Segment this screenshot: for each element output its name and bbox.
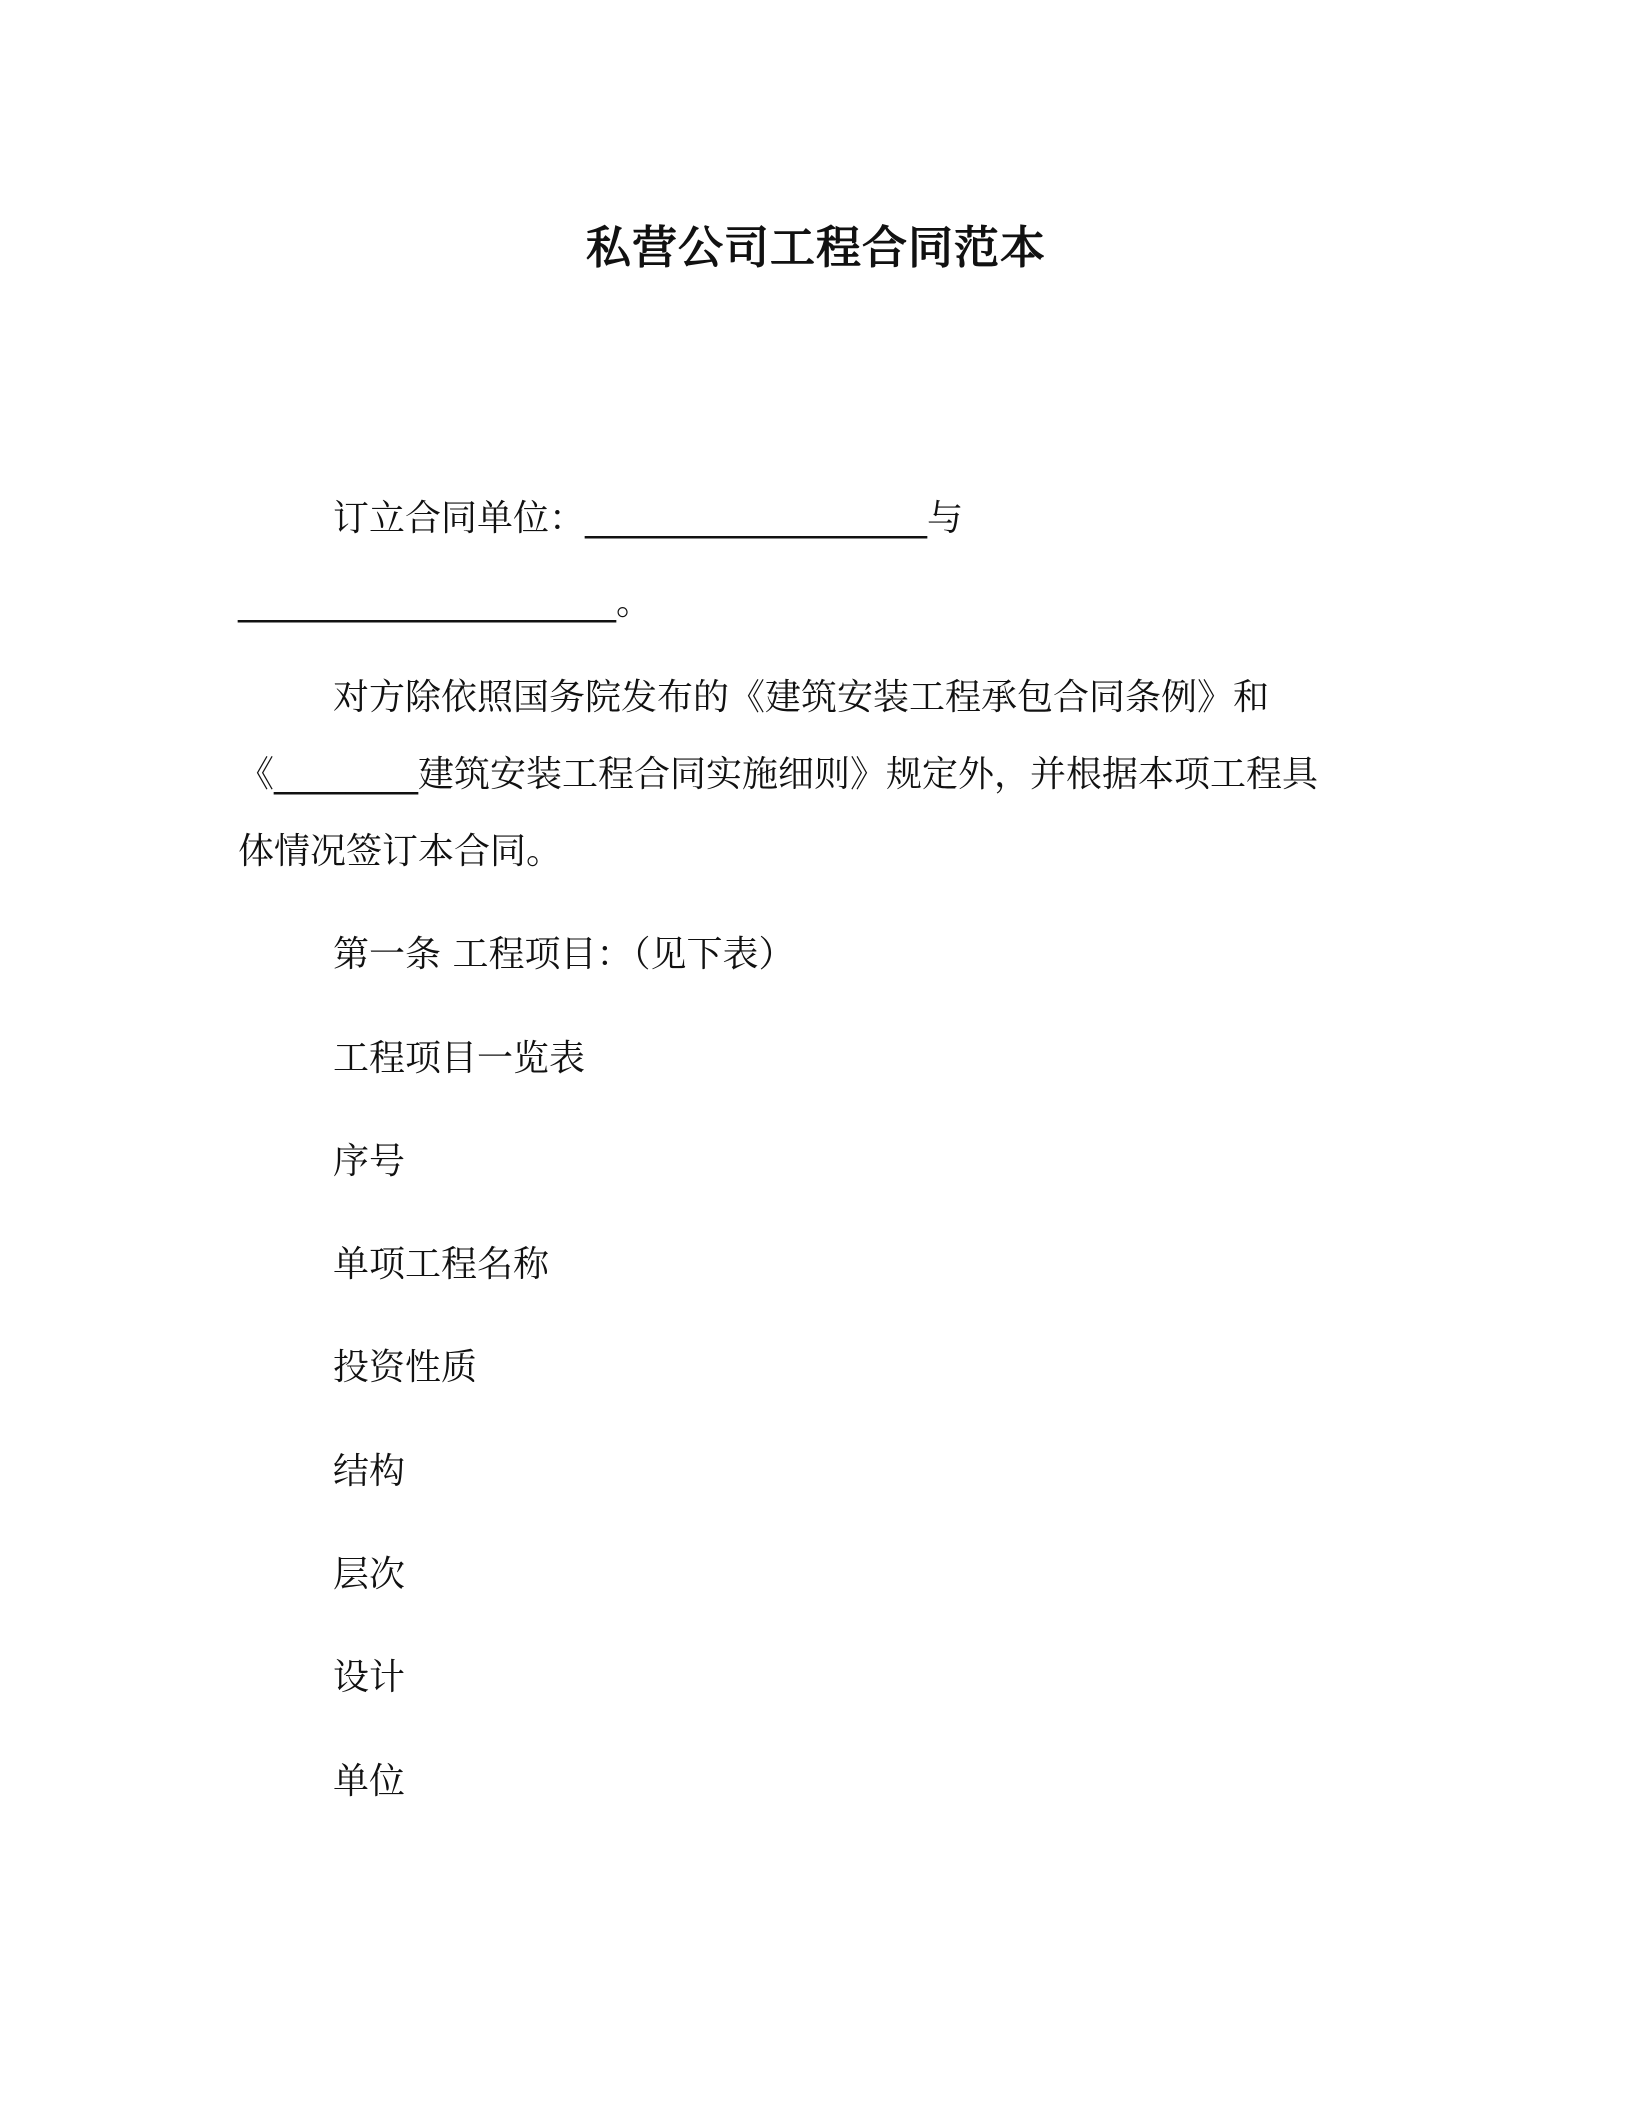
table-header-investment-type: 投资性质	[333, 1347, 478, 1388]
contract-parties-line-1: 订立合同单位：___________________与	[333, 498, 964, 539]
table-header-project-name: 单项工程名称	[333, 1244, 550, 1285]
intro-paragraph-line-1: 对方除依照国务院发布的《建筑安装工程承包合同条例》和	[333, 677, 1270, 718]
table-header-floors: 层次	[333, 1554, 406, 1595]
article-1-heading: 第一条 工程项目：（见下表）	[333, 934, 795, 975]
table-header-structure: 结构	[333, 1451, 406, 1492]
table-title: 工程项目一览表	[333, 1038, 586, 1079]
document-title: 私营公司工程合同范本	[585, 221, 1046, 274]
table-header-design: 设计	[333, 1657, 406, 1698]
table-header-unit: 单位	[333, 1761, 406, 1802]
intro-paragraph-line-3: 体情况签订本合同。	[238, 831, 563, 872]
table-header-serial-number: 序号	[333, 1141, 406, 1182]
contract-parties-line-2: _____________________。	[238, 582, 652, 623]
intro-paragraph-line-2: 《________建筑安装工程合同实施细则》规定外，并根据本项工程具	[238, 754, 1319, 795]
